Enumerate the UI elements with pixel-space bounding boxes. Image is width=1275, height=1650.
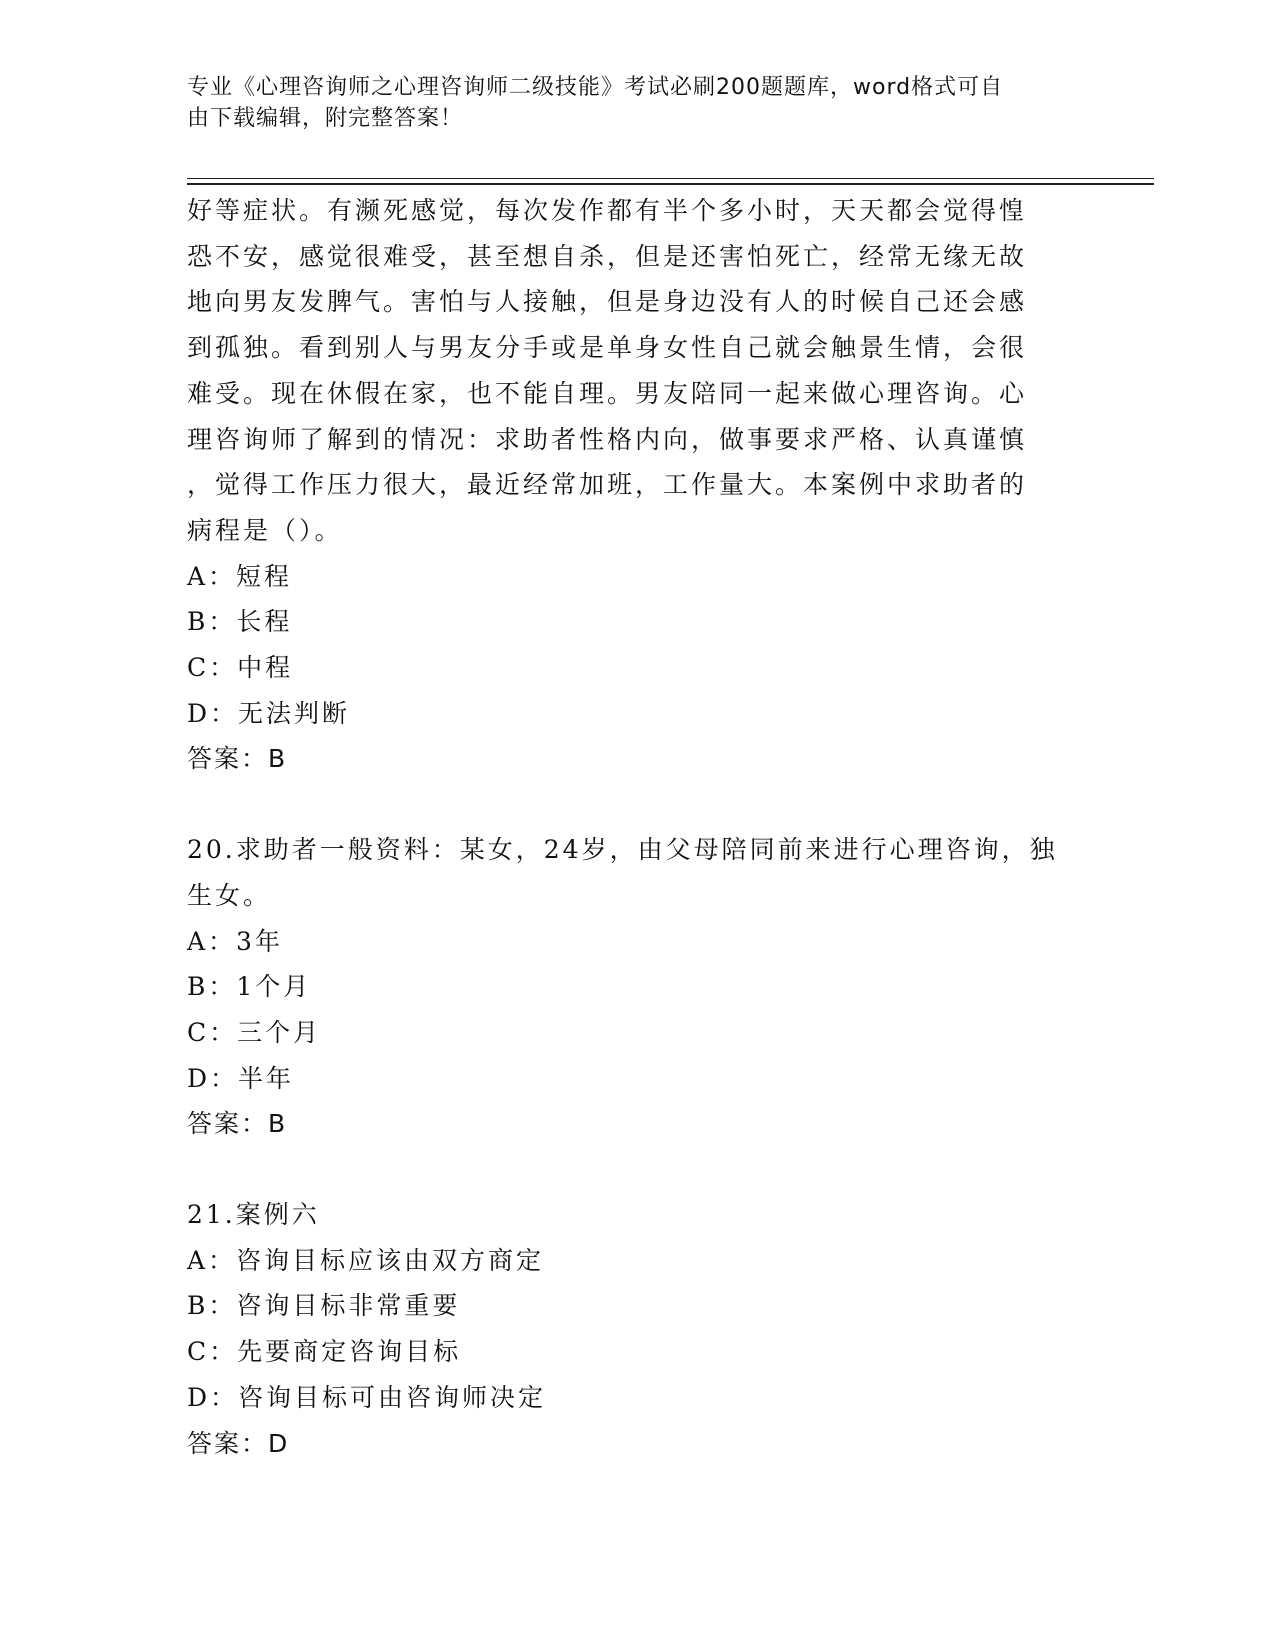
question-line: 到孤独。看到别人与男友分手或是单身女性自己就会触景生情，会很 [187, 333, 1028, 363]
question-line: 20.求助者一般资料：某女，24岁，由父母陪同前来进行心理咨询，独 [187, 835, 1058, 865]
option-d: D：无法判断 [187, 698, 351, 728]
question-line: 恐不安，感觉很难受，甚至想自杀，但是还害怕死亡，经常无缘无故 [187, 241, 1028, 271]
question-line: 地向男友发脾气。害怕与人接触，但是身边没有人的时候自己还会感 [187, 287, 1028, 317]
question-21-text [187, 1192, 1067, 1238]
question-line: 病程是（）。 [187, 515, 343, 545]
option-c: C：先要商定咨询目标 [187, 1337, 462, 1367]
answer-line: 答案：B [187, 744, 288, 774]
question-19-text [187, 188, 1067, 554]
question-line: 好等症状。有濒死感觉，每次发作都有半个多小时，天天都会觉得惶 [187, 196, 1028, 225]
option-b: B：长程 [187, 607, 293, 637]
option-c: C：三个月 [187, 1017, 322, 1047]
question-20-text [187, 827, 1067, 918]
option-b: B：1个月 [187, 972, 312, 1002]
option-a: A：咨询目标应该由双方商定 [187, 1245, 545, 1275]
question-21 [187, 1192, 1067, 1466]
question-19 [187, 188, 1067, 782]
option-d: D：咨询目标可由咨询师决定 [187, 1382, 547, 1412]
question-line: 难受。现在休假在家，也不能自理。男友陪同一起来做心理咨询。心 [187, 378, 1028, 408]
option-a: A：短程 [187, 561, 293, 591]
question-line: 生女。 [187, 880, 272, 910]
question-line: ，觉得工作压力很大，最近经常加班，工作量大。本案例中求助者的 [187, 470, 1028, 500]
question-20 [187, 827, 1067, 1147]
document-header [187, 72, 1067, 134]
header-divider-thick [187, 183, 1154, 185]
option-b: B：咨询目标非常重要 [187, 1291, 461, 1321]
question-line: 21.案例六 [187, 1200, 320, 1230]
answer-line: 答案：B [187, 1109, 288, 1139]
header-divider-thin [187, 178, 1154, 179]
answer-line: 答案：D [187, 1428, 290, 1458]
header-line-2: 由下载编辑，附完整答案！ [187, 106, 464, 131]
spacer [187, 1147, 1067, 1192]
question-content [187, 188, 1067, 1466]
option-a: A：3年 [187, 926, 283, 956]
spacer [187, 782, 1067, 827]
header-line-1: 专业《心理咨询师之心理咨询师二级技能》考试必刷200题题库，word格式可自 [187, 75, 1004, 100]
question-line: 理咨询师了解到的情况：求助者性格内向，做事要求严格、认真谨慎 [187, 424, 1028, 454]
option-d: D：半年 [187, 1063, 295, 1093]
option-c: C：中程 [187, 653, 294, 683]
